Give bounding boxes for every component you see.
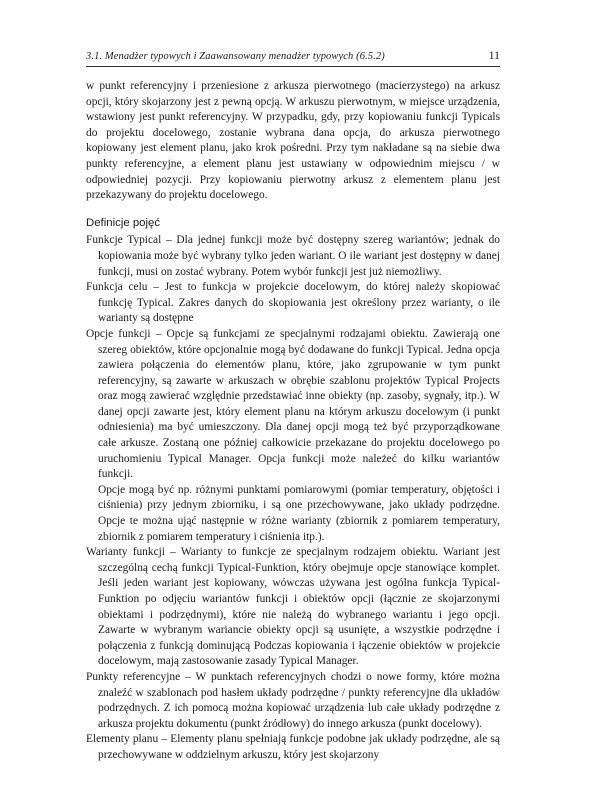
definition-item <box>86 732 500 763</box>
definition-item <box>86 233 500 280</box>
definition-extra-text: Opcje mogą być np. różnymi punktami pomiarowymi (pomiar temperatury, objętości i ciśnienia) przy jednym zbiorniku, i są one przechowywane, jako układy podrzędne. Opcje te można ująć następnie w różne warianty (zbiornik z pomiarem temperatury, zbiornik z pomiarem temperatury i ciśnienia itp.). <box>98 483 500 543</box>
definition-text: W punktach referencyjnych chodzi o nowe formy, które można znaleźć w szablonach pod hasłem układy podrzędne / punkty referencyjne dla układów podrzędnych. Z ich pomocą można kopiować urządzenia lub całe układy podrzędne z arkusza projektu dokumentu (punkt źródłowy) do innego arkusza (punkt docelowy). <box>98 670 500 730</box>
definition-text: Dla jednej funkcji może być dostępny szereg wariantów; jednak do kopiowania może być wybrany tylko jeden wariant. O ile wariant jest dostępny w danej funkcji, musi on zostać wybrany. Potem wybór funkcji jest już niemożliwy. <box>98 234 500 278</box>
definition-text: Warianty to funkcje ze specjalnym rodzajem obiektu. Wariant jest szczególną cechą funkcji Typical-Funktion, który obejmuje opcje stanowiące komplet. Jeśli jeden wariant jest kopiowany, wówczas używana jest ogólna funkcja Typical-Funktion po odjęciu wariantów funkcji i obiektów opcji (łącznie ze skojarzonymi obiektami i podrzędnymi), które nie należą do wybranego wariantu i jego opcji. Zawarte w wybranym wariancie obiekty opcji są usunięte, a wszystkie podrzędne i połączenia z funkcją dominującą Podczas kopiowania i łączenie obiektów w projekcie docelowym, mają zastosowanie zasady Typical Manager. <box>98 546 500 668</box>
definition-term: Punkty referencyjne – <box>86 670 191 683</box>
definition-item <box>86 280 500 327</box>
definition-item <box>86 327 500 545</box>
document-page <box>86 50 500 764</box>
definition-term: Opcje funkcji – <box>86 327 162 340</box>
definition-text: Jest to funkcja w projekcie docelowym, do której należy skopiować funkcję Typical. Zakres danych do skopiowania jest określony przez warianty, o ile warianty są dostępne <box>98 281 500 325</box>
definition-term: Elementy planu – <box>86 733 168 746</box>
definition-term: Warianty funkcji – <box>86 546 176 559</box>
definition-text: Opcje są funkcjami ze specjalnymi rodzajami obiektu. Zawierają one szereg obiektów, które opcjonalnie mogą być dodawane do funkcji Typical. Jedna opcja zawiera połączenia do elementów planu, które, jako zgrupowanie w tym punkt referencyjny, są zawarte w arkuszach w obrębie szablonu projektów Typical Projects oraz mogą zawierać względnie przedstawiać inne obiekty (np. zasoby, sygnały, itp.). W danej opcji zawarte jest, który element planu na którym arkuszu docelowym (i punkt odniesienia) ma być umieszczony. Dla danej opcji mogą też być przyporządkowane całe arkusze. Zostaną one później całkowicie przekazane do projektu docelowego po uruchomieniu Typical Manager. Opcja funkcji może należeć do kilku wariantów funkcji. <box>98 327 500 481</box>
definition-item <box>86 670 500 732</box>
definition-term: Funkcje Typical – <box>86 234 172 247</box>
intro-paragraph: w punkt referencyjny i przeniesione z arkusza pierwotnego (macierzystego) na arkusz opcji, który skojarzony jest z pewną opcją. W arkuszu pierwotnym, w miejsce urządzenia, wstawiony jest punkt referencyjny. W przypadku, gdy, przy kopiowaniu funkcji Typicals do projektu docelowego, zostanie wybrana dana opcja, do arkusza pierwotnego kopiowany jest element planu, jako krok pośredni. Przy tym nakładane są na siebie dwa punkty referencyjne, a element planu jest ustawiany w odpowiednim miejscu / w odpowiedniej pozycji. Przy kopiowaniu pierwotny arkusz z elementem planu jest przekazywany do projektu docelowego. <box>86 80 500 202</box>
running-header <box>86 50 500 67</box>
definitions-list <box>86 233 500 763</box>
section-heading: Definicje pojęć <box>86 216 161 229</box>
header-title: 3.1. Menadżer typowych i Zaawansowany menadżer typowych (6.5.2) <box>86 51 385 62</box>
definition-item <box>86 545 500 670</box>
definition-term: Funkcja celu – <box>86 281 159 294</box>
definition-text: Elementy planu spełniają funkcje podobne jak układy podrzędne, ale są przechowywane w oddzielnym arkuszu, który jest skojarzony <box>98 733 500 761</box>
page-number: 11 <box>488 50 500 62</box>
